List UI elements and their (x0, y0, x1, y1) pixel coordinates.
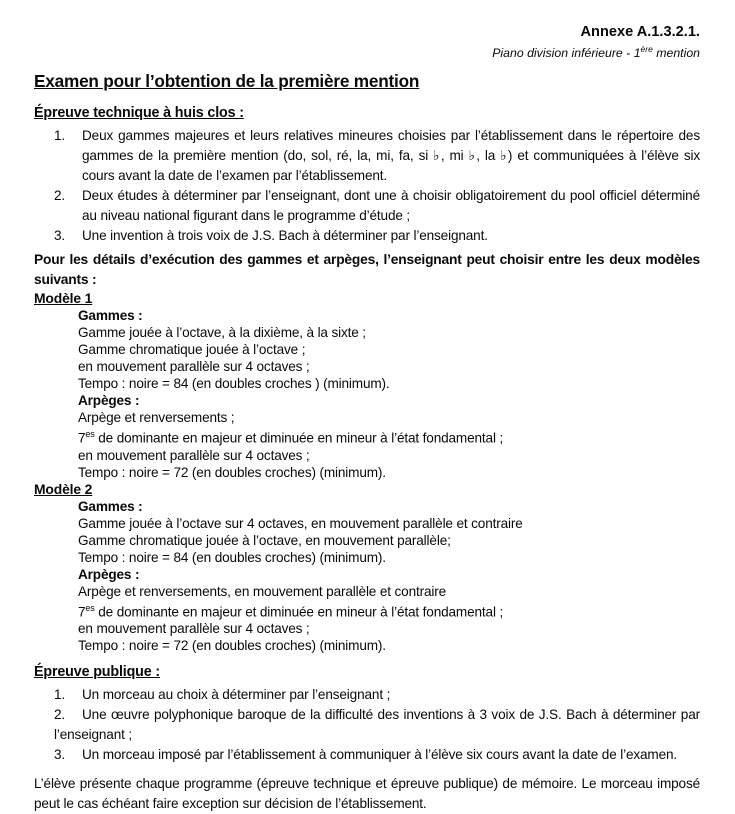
model-line: en mouvement parallèle sur 4 octaves ; (78, 621, 310, 637)
technical-exam-list (34, 126, 700, 246)
subtitle-superscript: ère (640, 44, 653, 54)
model-line: Gamme jouée à l’octave, à la dixième, à la sixte ; (78, 325, 366, 341)
model1-arpeges-label: Arpèges : (78, 393, 140, 409)
list-item-number: 3. (54, 747, 66, 763)
model1-body (78, 307, 700, 481)
list-item-number: 2. (54, 707, 66, 723)
model2-heading: Modèle 2 (34, 480, 93, 497)
document-subtitle (34, 42, 700, 61)
document-header (34, 24, 700, 61)
list-item-number: 3. (54, 228, 66, 244)
model-tempo-line: Tempo : noire = 72 (en doubles croches) (minimum). (78, 638, 386, 654)
list-item-text: Une œuvre polyphonique baroque de la difficulté des inventions à 3 voix de J.S. Bach à déterminer par l’enseignant ; (54, 707, 700, 743)
section-heading-public-exam: Épreuve publique : (34, 664, 160, 681)
model-line-sevenths (78, 600, 700, 621)
model-line: en mouvement parallèle sur 4 octaves ; (78, 359, 310, 375)
list-item (34, 705, 700, 745)
model-line: Gamme chromatique jouée à l’octave ; (78, 342, 306, 358)
model1-gammes-label: Gammes : (78, 308, 143, 324)
sevenths-digit: 7 (78, 430, 86, 446)
list-item-text: Un morceau imposé par l’établissement à communiquer à l’élève six cours avant la date de l’examen. (82, 747, 678, 763)
model-line: Gamme chromatique jouée à l’octave, en mouvement parallèle; (78, 532, 451, 548)
model-line: Gamme jouée à l’octave sur 4 octaves, en mouvement parallèle et contraire (78, 515, 523, 531)
list-item (34, 126, 700, 186)
sevenths-digit: 7 (78, 604, 86, 620)
list-item (34, 685, 700, 705)
sevenths-superscript: es (85, 429, 95, 440)
list-item-text: Deux gammes majeures et leurs relatives mineures choisies par l’établissement dans le répertoire des gammes de la première mention (do, sol, ré, la, mi, fa, si ♭, mi ♭, la ♭) et communiquées à l’élève six cours avant la date de l’examen par l’établissement. (82, 128, 700, 184)
list-item-text: Un morceau au choix à déterminer par l’enseignant ; (82, 687, 391, 703)
section-heading-technical-exam: Épreuve technique à huis clos : (34, 105, 244, 122)
list-item (34, 226, 700, 246)
annexe-label: Annexe A.1.3.2.1. (580, 24, 700, 40)
model-line: en mouvement parallèle sur 4 octaves ; (78, 447, 310, 463)
subtitle-suffix: mention (652, 46, 700, 61)
sevenths-text: de dominante en majeur et diminuée en mineur à l’état fondamental ; (94, 430, 504, 446)
model-tempo-line: Tempo : noire = 84 (en doubles croches) (minimum). (78, 549, 386, 565)
model2-arpeges-label: Arpèges : (78, 566, 140, 582)
subtitle-text: Piano division inférieure - 1 (492, 46, 641, 61)
list-item (34, 745, 700, 765)
model-tempo-line: Tempo : noire = 84 (en doubles croches ) (minimum). (78, 376, 390, 392)
closing-paragraph: L’élève présente chaque programme (épreuve technique et épreuve publique) de mémoire. Le morceau imposé peut le cas échéant faire exception sur décision de l’établissement. (34, 776, 700, 812)
list-item (34, 186, 700, 226)
model2-body (78, 498, 700, 655)
models-intro: Pour les détails d’exécution des gammes et arpèges, l’enseignant peut choisir entre les deux modèles suivants : (34, 252, 700, 288)
model1-heading: Modèle 1 (34, 290, 93, 307)
list-item-number: 2. (54, 188, 66, 204)
model2-gammes-label: Gammes : (78, 498, 143, 514)
model-line-sevenths (78, 426, 700, 447)
sevenths-superscript: es (85, 602, 95, 613)
page-title: Examen pour l’obtention de la première mention (34, 71, 420, 92)
model-line: Arpège et renversements, en mouvement parallèle et contraire (78, 583, 447, 599)
list-item-number: 1. (54, 687, 66, 703)
list-item-number: 1. (54, 128, 66, 144)
list-item-text: Une invention à trois voix de J.S. Bach à déterminer par l’enseignant. (82, 228, 488, 244)
sevenths-text: de dominante en majeur et diminuée en mineur à l’état fondamental ; (94, 604, 504, 620)
model-tempo-line: Tempo : noire = 72 (en doubles croches) (minimum). (78, 464, 386, 480)
model-line: Arpège et renversements ; (78, 410, 235, 426)
public-exam-list (34, 685, 700, 765)
list-item-text: Deux études à déterminer par l’enseignant, dont une à choisir obligatoirement du pool officiel déterminé au niveau national figurant dans le programme d’étude ; (82, 188, 700, 224)
